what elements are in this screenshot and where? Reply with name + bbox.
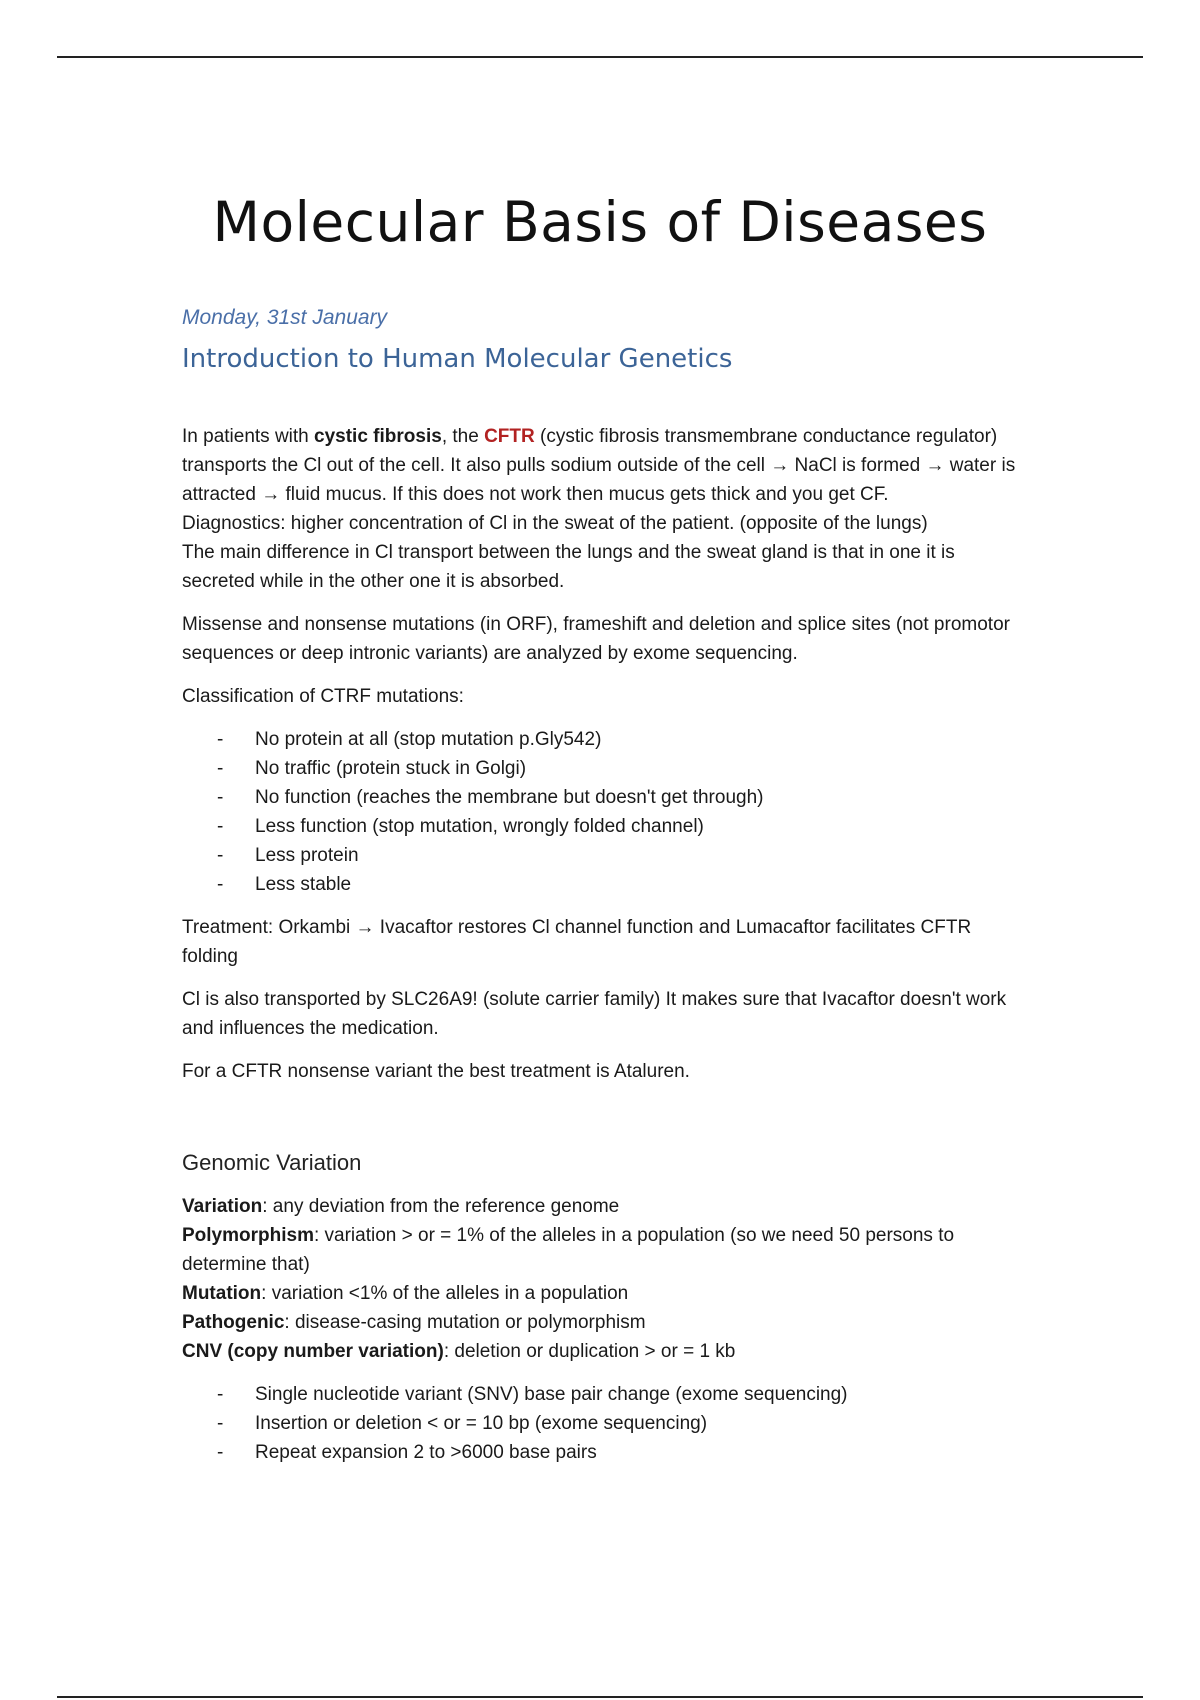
definition-cnv: [182, 1337, 1022, 1366]
definition-variation: [182, 1192, 1022, 1221]
section-heading-intro: Introduction to Human Molecular Genetics: [182, 344, 733, 374]
definition-term: CNV (copy number variation): [182, 1341, 444, 1362]
definition-polymorphism: [182, 1221, 1022, 1279]
definition-term: Pathogenic: [182, 1312, 285, 1333]
paragraph-mutations: Missense and nonsense mutations (in ORF), frameshift and deletion and splice sites (not promotor sequences or deep intronic variants) are analyzed by exome sequencing.: [182, 614, 1010, 664]
list-item: - No function (reaches the membrane but doesn't get through): [182, 783, 1022, 812]
definition-text: : deletion or duplication > or = 1 kb: [443, 1341, 736, 1362]
mutation-class-list: [182, 725, 1022, 899]
list-item: - Single nucleotide variant (SNV) base pair change (exome sequencing): [182, 1380, 1022, 1409]
paragraph-diagnostics: Diagnostics: higher concentration of Cl in the sweat of the patient. (opposite of the lungs): [182, 513, 928, 534]
definition-text: : variation <1% of the alleles in a population: [261, 1283, 629, 1304]
list-item: - Insertion or deletion < or = 10 bp (exome sequencing): [182, 1409, 1022, 1438]
paragraph-classification: Classification of CTRF mutations:: [182, 686, 464, 707]
paragraph-transport: The main difference in Cl transport between the lungs and the sweat gland is that in one it is secreted while in the other one it is absorbed.: [182, 542, 955, 592]
text-span: (cystic fibrosis transmembrane conductance regulator) transports the Cl out of the cell. It also pulls sodium outside of the cell → NaCl is formed → water is attracted → fluid mucus. If this does not work then mucus gets thick and you get CF.: [182, 426, 1016, 505]
highlight-term: CFTR: [484, 426, 535, 447]
definition-mutation: [182, 1279, 1022, 1308]
document-body: [182, 300, 1022, 1481]
paragraph-treatment: Treatment: Orkambi → Ivacaftor restores Cl channel function and Lumacaftor facilitates CFTR folding: [182, 917, 972, 967]
list-item: - Less stable: [182, 870, 1022, 899]
definition-pathogenic: [182, 1308, 1022, 1337]
definition-term: Variation: [182, 1196, 263, 1217]
list-item: - No protein at all (stop mutation p.Gly542): [182, 725, 1022, 754]
paragraph-cftr: [182, 422, 1022, 509]
paragraph-ataluren: For a CFTR nonsense variant the best treatment is Ataluren.: [182, 1061, 690, 1082]
list-item: - Less function (stop mutation, wrongly folded channel): [182, 812, 1022, 841]
text-span: In patients with: [182, 426, 315, 447]
variant-type-list: [182, 1380, 1022, 1467]
list-item: - Repeat expansion 2 to >6000 base pairs: [182, 1438, 1022, 1467]
definition-text: : any deviation from the reference genome: [262, 1196, 620, 1217]
page-title: Molecular Basis of Diseases: [212, 190, 988, 254]
definition-text: : disease-casing mutation or polymorphism: [284, 1312, 646, 1333]
list-item: - Less protein: [182, 841, 1022, 870]
paragraph-slc26a9: Cl is also transported by SLC26A9! (solute carrier family) It makes sure that Ivacaftor doesn't work and influences the medication.: [182, 989, 1007, 1039]
section-heading-genomic-variation: Genomic Variation: [182, 1150, 362, 1175]
top-rule: [57, 56, 1143, 58]
date-subtitle: Monday, 31st January: [182, 306, 388, 329]
definition-text: : variation > or = 1% of the alleles in a population (so we need 50 persons to determine that): [182, 1225, 955, 1275]
definition-term: Polymorphism: [182, 1225, 314, 1246]
text-span: , the: [441, 426, 485, 447]
definition-term: Mutation: [182, 1283, 262, 1304]
list-item: - No traffic (protein stuck in Golgi): [182, 754, 1022, 783]
bottom-rule: [57, 1696, 1143, 1698]
bold-term: cystic fibrosis: [314, 426, 442, 447]
